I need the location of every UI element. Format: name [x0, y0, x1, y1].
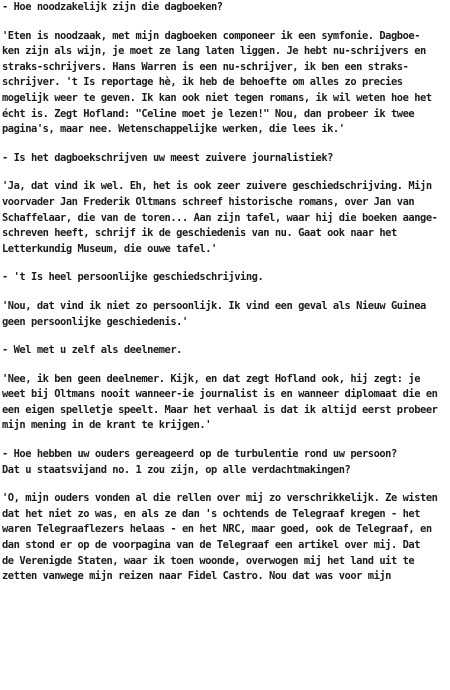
text-line: 'Nee, ik ben geen deelnemer. Kijk, en dat zegt Hofland ook, hij zegt: je: [2, 372, 421, 385]
text-line: - Hoe noodzakelijk zijn die dagboeken?: [2, 1, 223, 13]
text-line: 'O, mijn ouders vonden al die rellen over mij zo verschrikkelijk. Ze wisten: [2, 492, 438, 505]
text-line: - Is het dagboekschrijven uw meest zuivere journalistiek?: [2, 151, 333, 164]
question-5: [2, 447, 450, 478]
question-2: [2, 151, 450, 167]
text-line: mijn mening in de krant te krijgen.': [2, 419, 212, 432]
text-line: een eigen spelletje speelt. Maar het verhaal is dat ik altijd eerst probeer: [2, 403, 438, 416]
answer-4: [2, 372, 450, 434]
text-line: de Verenigde Staten, waar ik toen woonde, overwogen mij het land uit te: [2, 554, 415, 567]
paragraph-gap: [2, 257, 450, 270]
paragraph-gap: [2, 286, 450, 299]
text-line: écht is. Zegt Hofland: "Celine moet je lezen!" Nou, dan probeer ik twee: [2, 107, 415, 120]
paragraph-gap: [2, 330, 450, 343]
paragraph-gap: [2, 16, 450, 29]
answer-3: [2, 299, 450, 330]
answer-1: [2, 29, 450, 138]
text-line: - Hoe hebben uw ouders gereageerd op de turbulentie rond uw persoon?: [2, 448, 397, 461]
question-1: [2, 0, 450, 16]
text-line: schrijver. 't Is reportage hè, ik heb de behoefte om alles zo precies: [2, 76, 403, 89]
text-line: schreven heeft, schrijf ik de geschiedenis van nu. Gaat ook naar het: [2, 227, 397, 240]
text-line: voorvader Jan Frederik Oltmans schreef historische romans, over Jan van: [2, 195, 415, 208]
text-line: Letterkundig Museum, die ouwe tafel.': [2, 242, 217, 255]
text-line: 'Eten is noodzaak, met mijn dagboeken componeer ik een symfonie. Dagboe-: [2, 29, 421, 42]
answer-2: [2, 179, 450, 257]
text-line: dan stond er op de voorpagina van de Telegraaf een artikel over mij. Dat: [2, 539, 421, 552]
paragraph-gap: [2, 166, 450, 179]
text-line: - 't Is heel persoonlijke geschiedschrijving.: [2, 271, 264, 284]
text-line: weet bij Oltmans nooit wanneer-ie journalist is en wanneer diplomaat die en: [2, 388, 438, 401]
text-line: Dat u staatsvijand no. 1 zou zijn, op alle verdachtmakingen?: [2, 463, 351, 476]
text-line: dat het niet zo was, en als ze dan 's ochtends de Telegraaf kregen - het: [2, 507, 421, 520]
text-line: 'Ja, dat vind ik wel. Eh, het is ook zeer zuivere geschiedschrijving. Mijn: [2, 180, 432, 193]
question-3: [2, 270, 450, 286]
paragraph-gap: [2, 434, 450, 447]
text-line: Schaffelaar, die van de toren... Aan zijn tafel, waar hij die boeken aange-: [2, 211, 438, 224]
text-line: waren Telegraaflezers helaas - en het NRC, maar goed, ook de Telegraaf, en: [2, 523, 432, 536]
paragraph-gap: [2, 478, 450, 491]
text-line: pagina's, maar nee. Wetenschappelijke werken, die lees ik.': [2, 123, 345, 136]
text-line: 'Nou, dat vind ik niet zo persoonlijk. Ik vind een geval als Nieuw Guinea: [2, 299, 426, 312]
text-line: straks-schrijvers. Hans Warren is een nu-schrijver, ik ben een straks-: [2, 60, 409, 73]
text-line: mogelijk weer te geven. Ik kan ook niet tegen romans, ik wil weten hoe het: [2, 91, 432, 104]
text-line: geen persoonlijke geschiedenis.': [2, 315, 188, 328]
paragraph-gap: [2, 359, 450, 372]
paragraph-gap: [2, 138, 450, 151]
question-4: [2, 343, 450, 359]
text-line: zetten vanwege mijn reizen naar Fidel Castro. Nou dat was voor mijn: [2, 570, 391, 583]
text-line: ken zijn als wijn, je moet ze lang laten liggen. Je hebt nu-schrijvers en: [2, 45, 426, 58]
text-line: - Wel met u zelf als deelnemer.: [2, 344, 182, 357]
answer-5: [2, 491, 450, 585]
